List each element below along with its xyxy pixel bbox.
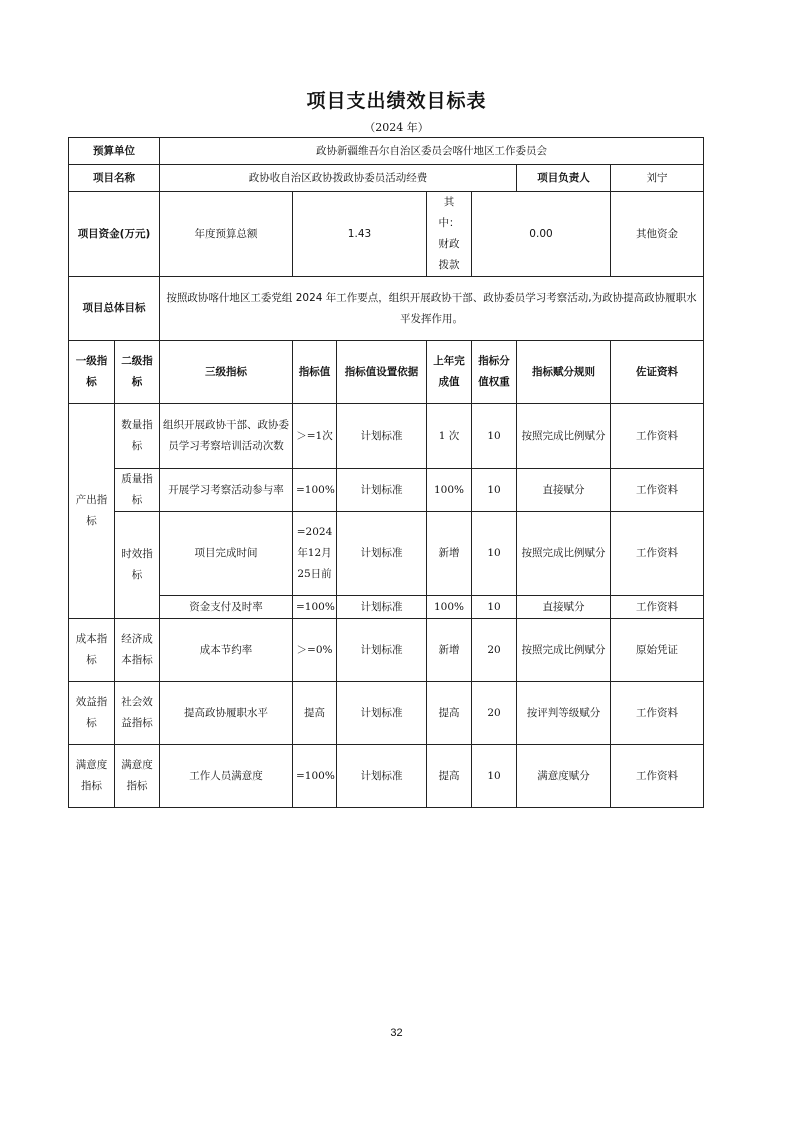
row-rule: 直接赋分 (517, 596, 611, 619)
row-weight: 10 (472, 404, 517, 469)
funds-other-label: 其他资金 (611, 192, 704, 277)
row-weight: 10 (472, 512, 517, 596)
project-owner-value: 刘宁 (611, 165, 704, 192)
funds-row (69, 192, 704, 277)
project-name-value: 政协收自治区政协拨政协委员活动经费 (160, 165, 517, 192)
row-level3: 资金支付及时率 (160, 596, 293, 619)
level2-timeliness: 时效指标 (115, 512, 160, 619)
row-basis: 计划标准 (337, 619, 427, 682)
table-row (69, 512, 704, 596)
level2-satisfaction: 满意度指标 (115, 745, 160, 808)
page-number: 32 (390, 1027, 403, 1039)
row-rule: 满意度赋分 (517, 745, 611, 808)
row-basis: 计划标准 (337, 404, 427, 469)
row-level3: 成本节约率 (160, 619, 293, 682)
row-basis: 计划标准 (337, 469, 427, 512)
row-value: =100% (293, 469, 337, 512)
row-weight: 20 (472, 619, 517, 682)
level2-quantity: 数量指标 (115, 404, 160, 469)
header-weight: 指标分值权重 (472, 341, 517, 404)
level1-satisfaction: 满意度指标 (69, 745, 115, 808)
row-rule: 按评判等级赋分 (517, 682, 611, 745)
row-last-year: 提高 (427, 682, 472, 745)
row-last-year: 100% (427, 469, 472, 512)
row-rule: 按照完成比例赋分 (517, 404, 611, 469)
row-weight: 10 (472, 469, 517, 512)
row-level3: 工作人员满意度 (160, 745, 293, 808)
row-weight: 10 (472, 745, 517, 808)
row-evidence: 工作资料 (611, 682, 704, 745)
row-level3: 项目完成时间 (160, 512, 293, 596)
row-last-year: 提高 (427, 745, 472, 808)
table-row (69, 596, 704, 619)
header-level1: 一级指标 (69, 341, 115, 404)
row-value: =100% (293, 596, 337, 619)
table-row (69, 682, 704, 745)
goal-text: 按照政协喀什地区工委党组 2024 年工作要点，组织开展政协干部、政协委员学习考察活动,为政协提高政协履职水平发挥作用。 (160, 277, 704, 341)
row-rule: 按照完成比例赋分 (517, 619, 611, 682)
row-weight: 20 (472, 682, 517, 745)
level1-output: 产出指标 (69, 404, 115, 619)
row-basis: 计划标准 (337, 512, 427, 596)
row-value: ＞=1次 (293, 404, 337, 469)
row-value: 提高 (293, 682, 337, 745)
funds-fiscal-value: 0.00 (472, 192, 611, 277)
row-basis: 计划标准 (337, 745, 427, 808)
row-basis: 计划标准 (337, 596, 427, 619)
row-level3: 提高政协履职水平 (160, 682, 293, 745)
row-level3: 开展学习考察活动参与率 (160, 469, 293, 512)
level2-social-benefit: 社会效益指标 (115, 682, 160, 745)
header-evidence: 佐证资料 (611, 341, 704, 404)
header-level2: 二级指标 (115, 341, 160, 404)
header-rule: 指标赋分规则 (517, 341, 611, 404)
goal-label: 项目总体目标 (69, 277, 160, 341)
row-last-year: 新增 (427, 619, 472, 682)
row-last-year: 100% (427, 596, 472, 619)
row-evidence: 工作资料 (611, 404, 704, 469)
budget-unit-row (69, 138, 704, 165)
row-evidence: 工作资料 (611, 512, 704, 596)
row-value: =2024年12月25日前 (293, 512, 337, 596)
header-level3: 三级指标 (160, 341, 293, 404)
project-name-label: 项目名称 (69, 165, 160, 192)
funds-label: 项目资金(万元) (69, 192, 160, 277)
row-last-year: 新增 (427, 512, 472, 596)
project-name-row (69, 165, 704, 192)
row-evidence: 工作资料 (611, 469, 704, 512)
row-basis: 计划标准 (337, 682, 427, 745)
table-row (69, 469, 704, 512)
level2-quality: 质量指标 (115, 469, 160, 512)
row-value: =100% (293, 745, 337, 808)
row-evidence: 工作资料 (611, 596, 704, 619)
row-rule: 直接赋分 (517, 469, 611, 512)
year-subtitle: （2024 年） (364, 121, 429, 134)
level1-benefit: 效益指标 (69, 682, 115, 745)
project-owner-label: 项目负责人 (517, 165, 611, 192)
header-basis: 指标值设置依据 (337, 341, 427, 404)
row-evidence: 原始凭证 (611, 619, 704, 682)
level1-cost: 成本指标 (69, 619, 115, 682)
funds-fiscal-label: 其中：财政拨款 (427, 192, 472, 277)
performance-table (68, 137, 704, 808)
header-last-year: 上年完成值 (427, 341, 472, 404)
row-last-year: 1 次 (427, 404, 472, 469)
budget-unit-value: 政协新疆维吾尔自治区委员会喀什地区工作委员会 (160, 138, 704, 165)
table-row (69, 745, 704, 808)
funds-total-value: 1.43 (293, 192, 427, 277)
row-value: ＞=0% (293, 619, 337, 682)
goal-row (69, 277, 704, 341)
header-value: 指标值 (293, 341, 337, 404)
page-title: 项目支出绩效目标表 (306, 90, 487, 112)
row-rule: 按照完成比例赋分 (517, 512, 611, 596)
row-weight: 10 (472, 596, 517, 619)
row-level3: 组织开展政协干部、政协委员学习考察培训活动次数 (160, 404, 293, 469)
table-row (69, 404, 704, 469)
budget-unit-label: 预算单位 (69, 138, 160, 165)
row-evidence: 工作资料 (611, 745, 704, 808)
funds-total-label: 年度预算总额 (160, 192, 293, 277)
header-row (69, 341, 704, 404)
table-row (69, 619, 704, 682)
level2-economic-cost: 经济成本指标 (115, 619, 160, 682)
